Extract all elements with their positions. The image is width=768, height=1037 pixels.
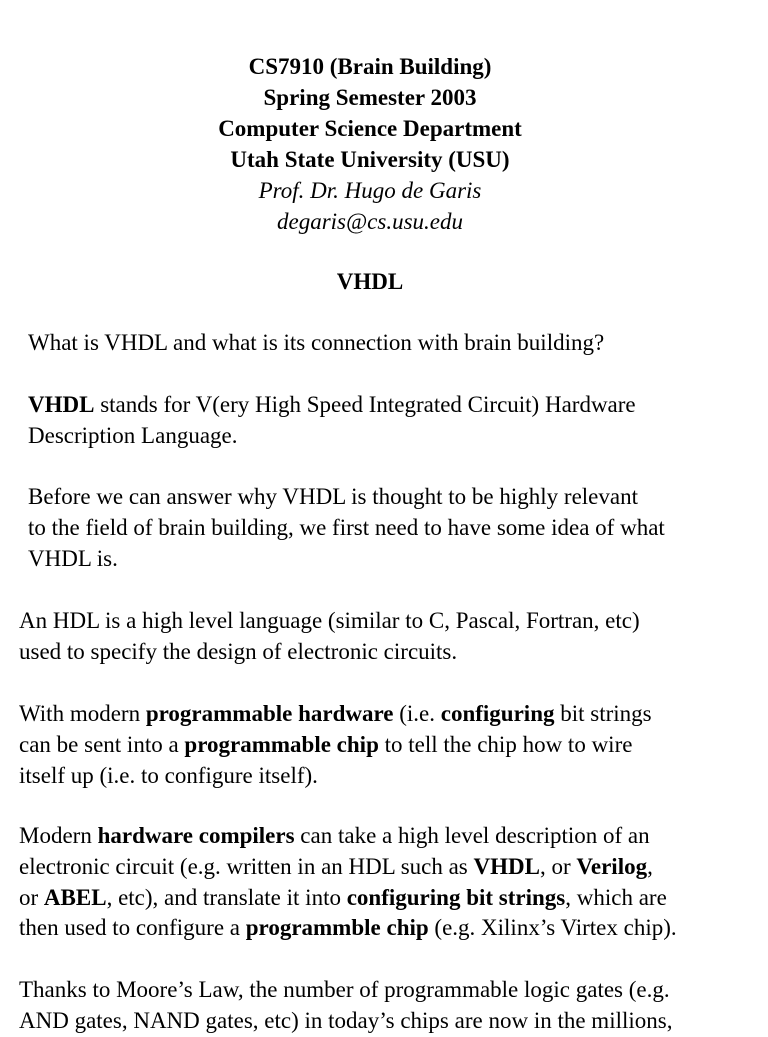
semester: Spring Semester 2003 (263, 85, 477, 110)
course-name: CS7910 (Brain Building) (248, 54, 492, 79)
paragraph-question (28, 328, 604, 359)
paragraph-line: VHDL is. (28, 545, 118, 571)
paragraph-line: VHDL stands for V(ery High Speed Integrated Circuit) Hardware (28, 392, 636, 417)
paragraph-programmable-hardware (19, 699, 652, 791)
paragraph-line: to the field of brain building, we first need to have some idea of what (28, 514, 665, 540)
paragraph-line: An HDL is a high level language (similar to C, Pascal, Fortran, etc) (19, 608, 640, 633)
paragraph-moores-law (19, 975, 672, 1037)
paragraph-line: electronic circuit (e.g. written in an HDL such as VHDL, or Verilog, (19, 853, 653, 879)
paragraph-line: With modern programmable hardware (i.e. configuring bit strings (19, 701, 652, 726)
paragraph-line: or ABEL, etc), and translate it into configuring bit strings, which are (19, 884, 667, 910)
paragraph-line: Before we can answer why VHDL is thought to be highly relevant (28, 484, 638, 509)
section-title: VHDL (336, 269, 404, 294)
paragraph-line: AND gates, NAND gates, etc) in today’s chips are now in the millions, (19, 1007, 673, 1033)
paragraph-line: can be sent into a programmable chip to tell the chip how to wire (19, 731, 633, 757)
department: Computer Science Department (218, 116, 522, 141)
professor-email: degaris@cs.usu.edu (277, 209, 463, 234)
paragraph-line: then used to configure a programmble chip (e.g. Xilinx’s Virtex chip). (19, 915, 677, 941)
paragraph-line: What is VHDL and what is its connection with brain building? (28, 330, 605, 355)
paragraph-line: itself up (i.e. to configure itself). (19, 762, 318, 788)
professor-name: Prof. Dr. Hugo de Garis (258, 178, 482, 203)
university: Utah State University (USU) (230, 147, 510, 172)
paragraph-hdl (19, 606, 640, 668)
paragraph-line: used to specify the design of electronic circuits. (19, 638, 458, 664)
paragraph-definition (28, 390, 636, 452)
paragraph-relevance (28, 482, 665, 574)
paragraph-line: Thanks to Moore’s Law, the number of programmable logic gates (e.g. (19, 977, 670, 1002)
paragraph-hardware-compilers (19, 821, 677, 944)
course-header (0, 51, 740, 237)
paragraph-line: Description Language. (28, 422, 238, 448)
term-vhdl: VHDL (28, 392, 95, 417)
paragraph-line: Modern hardware compilers can take a high level description of an (19, 823, 650, 848)
